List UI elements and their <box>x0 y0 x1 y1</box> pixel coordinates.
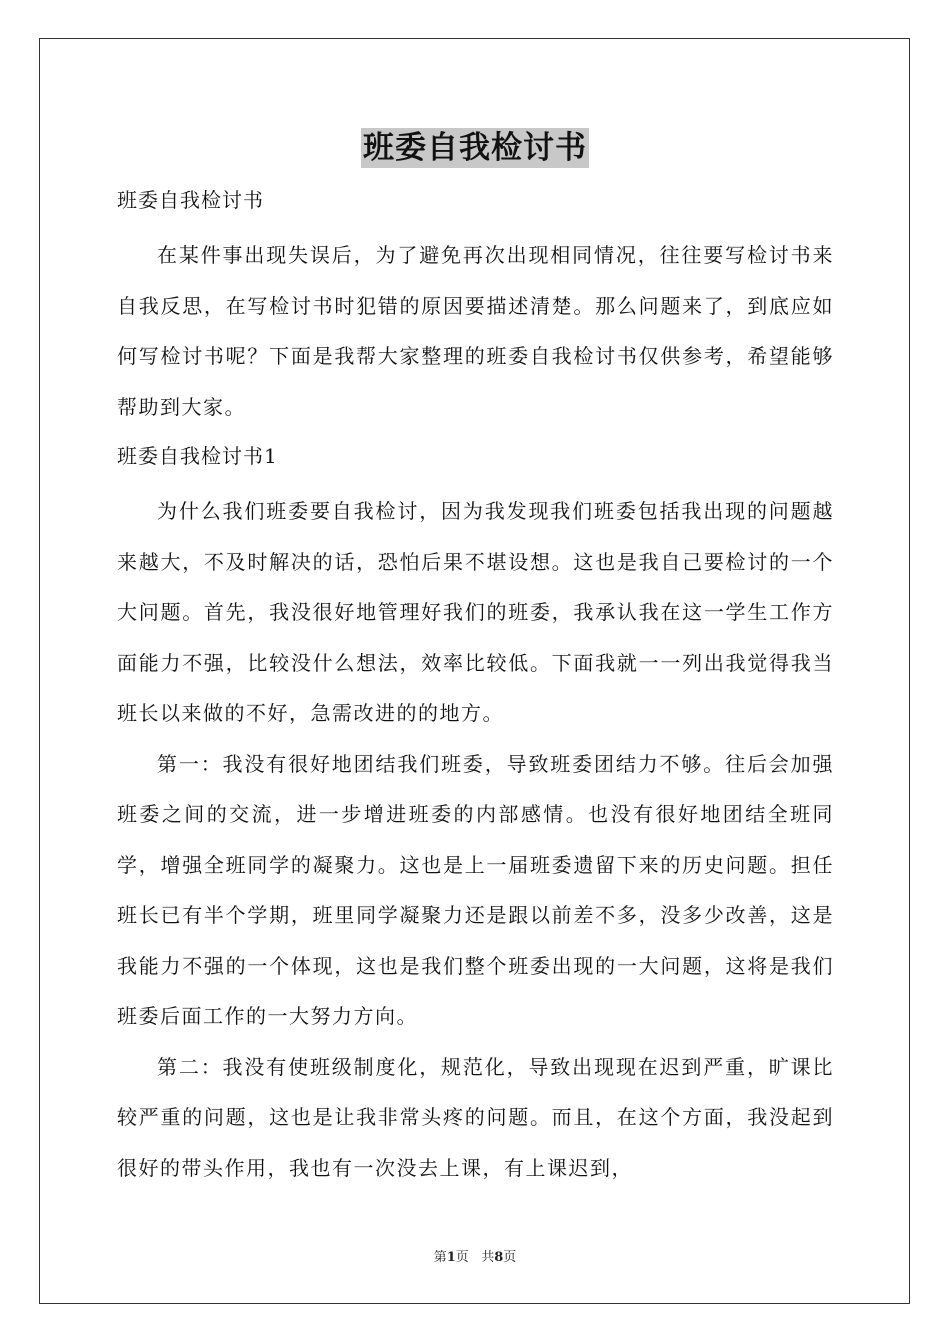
page-footer <box>0 1246 950 1265</box>
page-prefix: 第 <box>433 1250 447 1265</box>
body-paragraph: 第二：我没有使班级制度化，规范化，导致出现现在迟到严重，旷课比较严重的问题，这也是让我非常头疼的问题。而且，在这个方面，我没起到很好的带头作用，我也有一次没去上课，有上课迟到， <box>117 1054 834 1180</box>
page-number: 1 <box>446 1250 456 1265</box>
intro-paragraph: 在某件事出现失误后，为了避免再次出现相同情况，往往要写检讨书来自我反思，在写检讨书时犯错的原因要描述清楚。那么问题来了，到底应如何写检讨书呢？下面是我帮大家整理的班委自我检讨书仅供参考，希望能够帮助到大家。 <box>117 243 834 419</box>
title-container <box>0 128 950 168</box>
total-suffix: 页 <box>503 1250 517 1265</box>
body-paragraph: 第一：我没有很好地团结我们班委，导致班委团结力不够。往后会加强班委之间的交流，进一步增进班委的内部感情。也没有很好地团结全班同学，增强全班同学的凝聚力。这也是上一届班委遗留下来的历史问题。担任班长已有半个学期，班里同学凝聚力还是跟以前差不多，没多少改善，这是我能力不强的一个体现，这也是我们整个班委出现的一大问题，这将是我们班委后面工作的一大努力方向。 <box>117 751 834 1028</box>
document-body <box>117 180 834 1193</box>
body-paragraph: 为什么我们班委要自我检讨，因为我发现我们班委包括我出现的问题越来越大，不及时解决的话，恐怕后果不堪设想。这也是我自己要检讨的一个大问题。首先，我没很好地管理好我们的班委，我承认我在这一学生工作方面能力不强，比较没什么想法，效率比较低。下面我就一一列出我觉得我当班长以来做的不好，急需改进的的地方。 <box>117 499 834 725</box>
page-suffix: 页 <box>455 1250 469 1265</box>
document-title: 班委自我检讨书 <box>363 130 587 166</box>
document-subtitle: 班委自我检讨书 <box>117 188 264 212</box>
total-prefix: 共 <box>481 1250 495 1265</box>
total-pages: 8 <box>494 1250 504 1265</box>
section-heading: 班委自我检讨书1 <box>117 444 278 468</box>
